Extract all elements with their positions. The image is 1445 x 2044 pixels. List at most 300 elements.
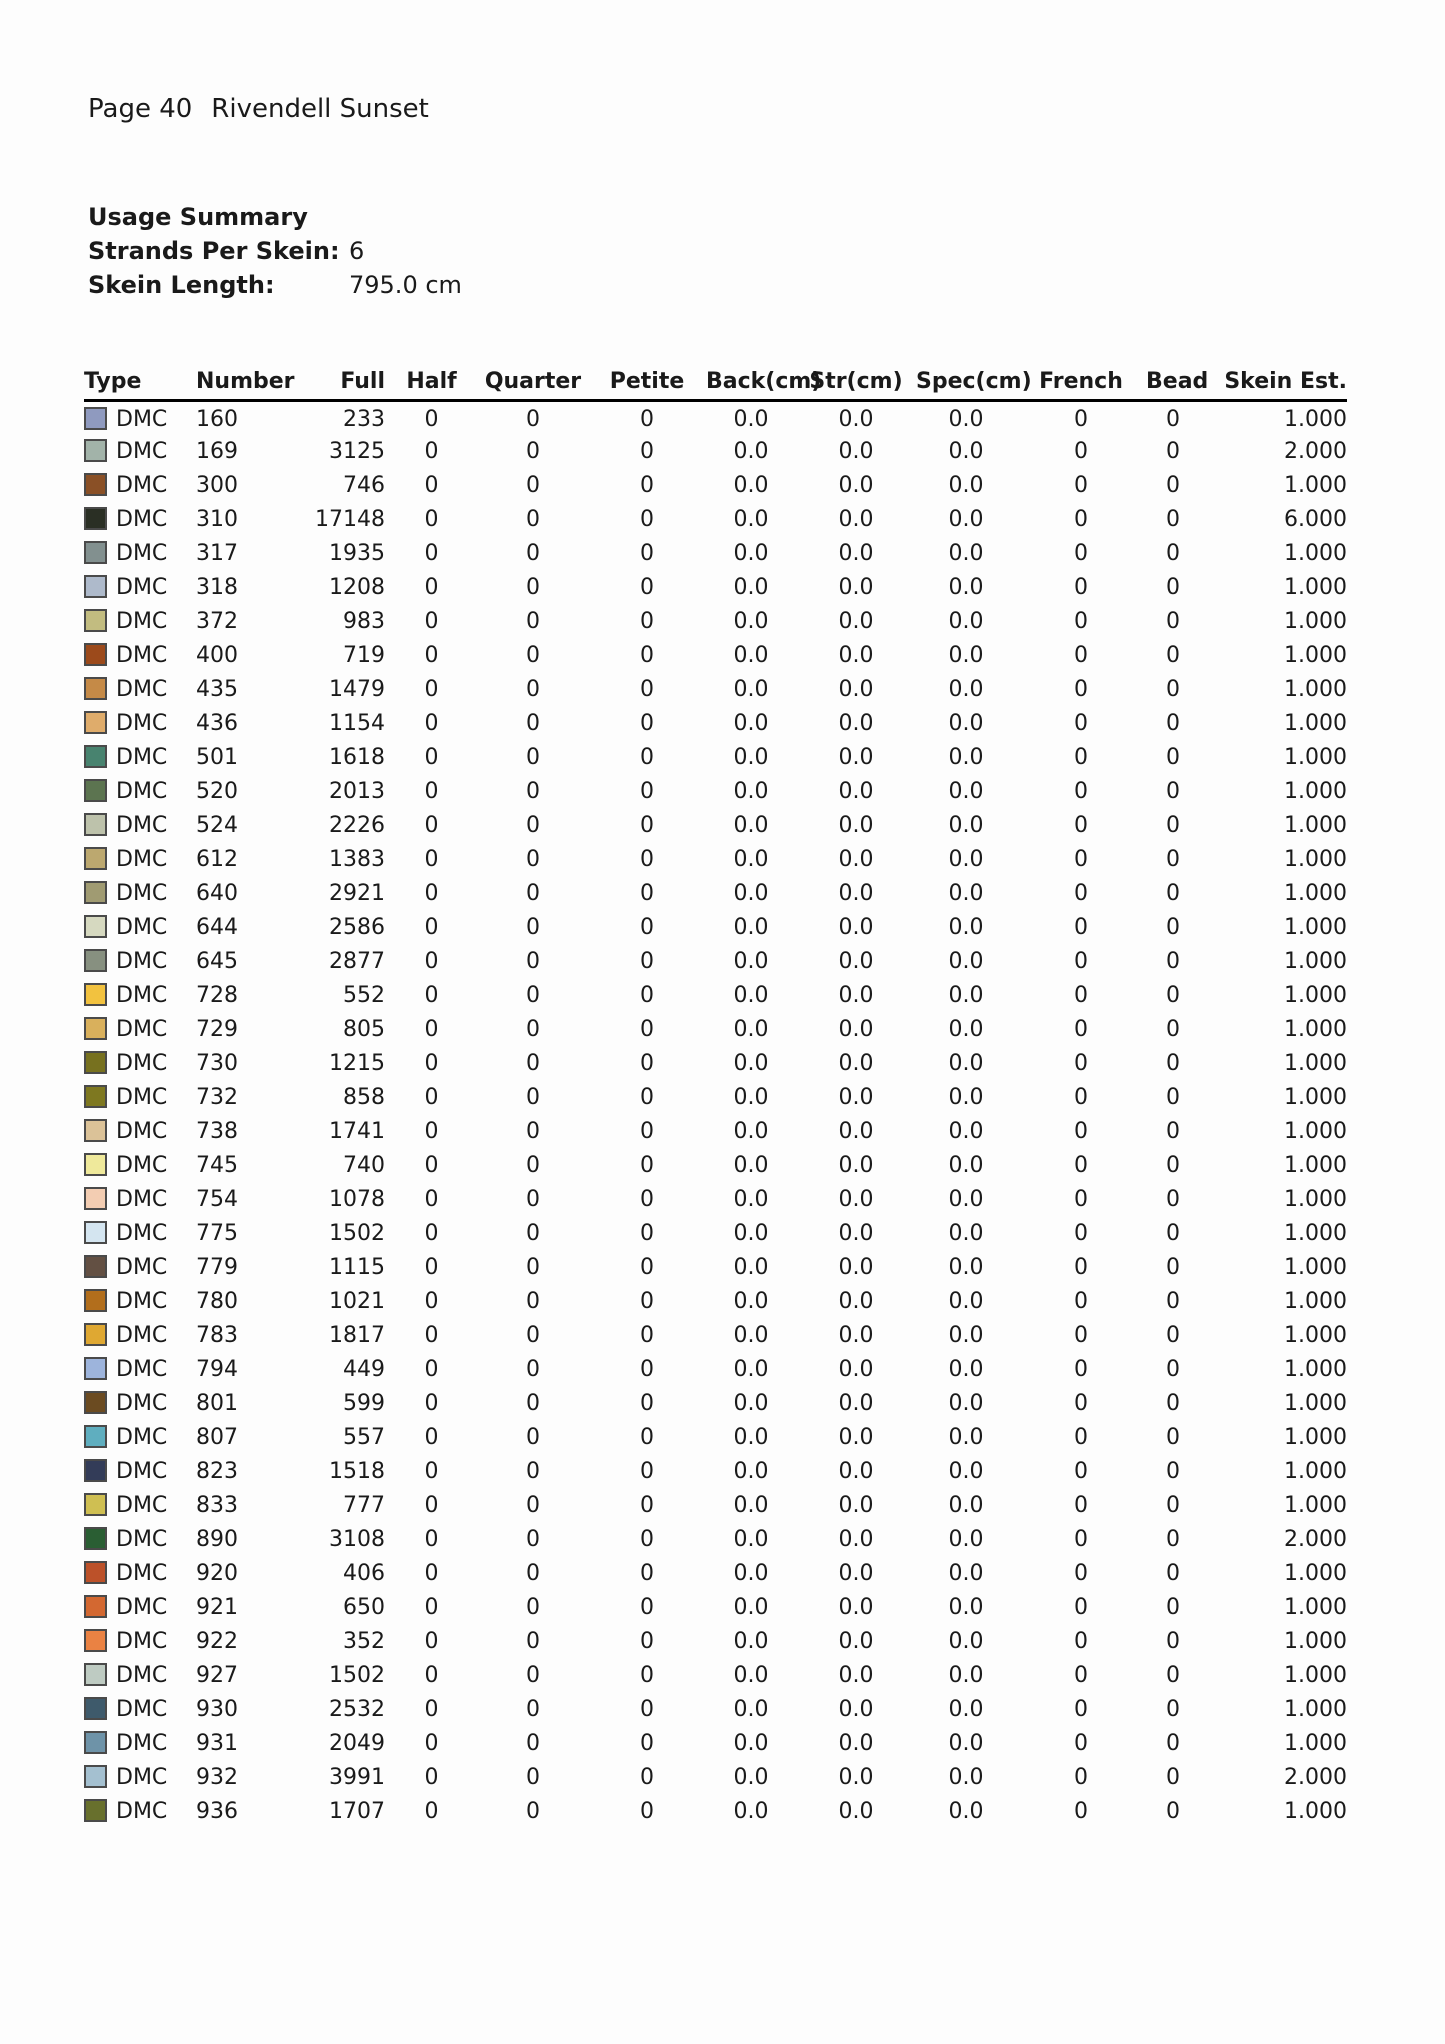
floss-type-cell [84,774,196,808]
backstitch-cm-cell: 0.0 [733,1322,769,1348]
beads-cell: 0 [1166,1458,1180,1484]
floss-number-cell: 372 [196,608,238,634]
column-header-half: Half [385,360,478,400]
floss-type-label: DMC [116,948,168,974]
beads-cell: 0 [1166,1560,1180,1586]
floss-type-label: DMC [116,407,168,433]
full-stitches-cell: 557 [343,1424,385,1450]
special-stitch-cm-cell: 0.0 [948,1152,984,1178]
floss-type-label: DMC [116,1016,168,1042]
half-stitches-cell: 0 [424,948,439,974]
skein-estimate-cell: 1.000 [1284,1798,1347,1824]
half-stitches-cell: 0 [424,914,439,940]
floss-type-label: DMC [116,1730,168,1756]
special-stitch-cm-cell: 0.0 [948,1288,984,1314]
half-stitches-cell: 0 [424,1798,439,1824]
full-stitches-cell: 740 [343,1152,385,1178]
beads-cell: 0 [1166,608,1180,634]
floss-type-label: DMC [116,880,168,906]
straight-stitch-cm-cell: 0.0 [838,1220,874,1246]
floss-number-cell: 921 [196,1594,238,1620]
backstitch-cm-cell: 0.0 [733,948,769,974]
half-stitches-cell: 0 [424,1594,439,1620]
backstitch-cm-cell: 0.0 [733,1492,769,1518]
color-swatch [84,1391,107,1414]
full-stitches-cell: 3108 [329,1526,385,1552]
color-swatch [84,1459,107,1482]
floss-type-label: DMC [116,438,168,464]
skein-estimate-cell: 1.000 [1284,1016,1347,1042]
quarter-stitches-cell: 0 [526,982,540,1008]
table-row [84,1454,1347,1488]
straight-stitch-cm-cell: 0.0 [838,710,874,736]
petite-stitches-cell: 0 [640,1798,654,1824]
floss-type-label: DMC [116,1186,168,1212]
floss-number-cell: 801 [196,1390,238,1416]
petite-stitches-cell: 0 [640,1730,654,1756]
floss-type-label: DMC [116,472,168,498]
floss-type-label: DMC [116,1526,168,1552]
backstitch-cm-cell: 0.0 [733,1764,769,1790]
floss-number-cell: 833 [196,1492,238,1518]
french-knots-cell: 0 [1074,1016,1088,1042]
special-stitch-cm-cell: 0.0 [948,1356,984,1382]
french-knots-cell: 0 [1074,1152,1088,1178]
table-row [84,1624,1347,1658]
table-row [84,1386,1347,1420]
floss-number-cell: 745 [196,1152,238,1178]
color-swatch [84,1425,107,1448]
table-row [84,910,1347,944]
quarter-stitches-cell: 0 [526,1016,540,1042]
color-swatch [84,983,107,1006]
straight-stitch-cm-cell: 0.0 [838,1186,874,1212]
table-row [84,1284,1347,1318]
quarter-stitches-cell: 0 [526,1322,540,1348]
floss-type-label: DMC [116,1220,168,1246]
half-stitches-cell: 0 [424,1662,439,1688]
strands-per-skein-value: 6 [349,237,365,265]
special-stitch-cm-cell: 0.0 [948,407,984,433]
full-stitches-cell: 406 [343,1560,385,1586]
half-stitches-cell: 0 [424,1356,439,1382]
floss-type-label: DMC [116,574,168,600]
beads-cell: 0 [1166,1118,1180,1144]
floss-number-cell: 932 [196,1764,238,1790]
french-knots-cell: 0 [1074,1526,1088,1552]
floss-number-cell: 775 [196,1220,238,1246]
table-row [84,672,1347,706]
special-stitch-cm-cell: 0.0 [948,1322,984,1348]
beads-cell: 0 [1166,812,1180,838]
special-stitch-cm-cell: 0.0 [948,1118,984,1144]
french-knots-cell: 0 [1074,1254,1088,1280]
floss-type-cell [84,1080,196,1114]
column-header-str-cm: Str(cm) [796,360,916,400]
floss-type-cell [84,910,196,944]
usage-summary-block [88,200,462,302]
french-knots-cell: 0 [1074,1356,1088,1382]
beads-cell: 0 [1166,1730,1180,1756]
floss-type-cell [84,1182,196,1216]
floss-type-cell [84,1386,196,1420]
skein-estimate-cell: 1.000 [1284,1220,1347,1246]
beads-cell: 0 [1166,1084,1180,1110]
pattern-title: Rivendell Sunset [211,94,429,124]
quarter-stitches-cell: 0 [526,1424,540,1450]
half-stitches-cell: 0 [424,506,439,532]
table-row [84,400,1347,434]
floss-number-cell: 640 [196,880,238,906]
floss-type-label: DMC [116,1764,168,1790]
full-stitches-cell: 17148 [315,506,385,532]
beads-cell: 0 [1166,1356,1180,1382]
quarter-stitches-cell: 0 [526,1152,540,1178]
quarter-stitches-cell: 0 [526,1696,540,1722]
column-header-bead: Bead [1146,360,1200,400]
backstitch-cm-cell: 0.0 [733,812,769,838]
backstitch-cm-cell: 0.0 [733,1628,769,1654]
petite-stitches-cell: 0 [640,1458,654,1484]
full-stitches-cell: 3991 [329,1764,385,1790]
petite-stitches-cell: 0 [640,407,654,433]
beads-cell: 0 [1166,642,1180,668]
half-stitches-cell: 0 [424,1254,439,1280]
special-stitch-cm-cell: 0.0 [948,710,984,736]
french-knots-cell: 0 [1074,472,1088,498]
floss-type-cell [84,468,196,502]
french-knots-cell: 0 [1074,1288,1088,1314]
table-row [84,1692,1347,1726]
petite-stitches-cell: 0 [640,1696,654,1722]
floss-number-cell: 930 [196,1696,238,1722]
skein-estimate-cell: 1.000 [1284,880,1347,906]
french-knots-cell: 0 [1074,778,1088,804]
floss-number-cell: 501 [196,744,238,770]
floss-type-label: DMC [116,778,168,804]
special-stitch-cm-cell: 0.0 [948,948,984,974]
floss-type-cell [84,604,196,638]
beads-cell: 0 [1166,1322,1180,1348]
half-stitches-cell: 0 [424,1526,439,1552]
petite-stitches-cell: 0 [640,1016,654,1042]
backstitch-cm-cell: 0.0 [733,1594,769,1620]
floss-type-label: DMC [116,1390,168,1416]
beads-cell: 0 [1166,1050,1180,1076]
beads-cell: 0 [1166,744,1180,770]
petite-stitches-cell: 0 [640,982,654,1008]
half-stitches-cell: 0 [424,407,439,433]
full-stitches-cell: 1502 [329,1220,385,1246]
floss-number-cell: 794 [196,1356,238,1382]
petite-stitches-cell: 0 [640,1628,654,1654]
special-stitch-cm-cell: 0.0 [948,846,984,872]
floss-type-cell [84,740,196,774]
floss-type-label: DMC [116,1356,168,1382]
straight-stitch-cm-cell: 0.0 [838,608,874,634]
color-swatch [84,1731,107,1754]
table-row [84,1318,1347,1352]
french-knots-cell: 0 [1074,1798,1088,1824]
color-swatch [84,847,107,870]
beads-cell: 0 [1166,1798,1180,1824]
color-swatch [84,1527,107,1550]
french-knots-cell: 0 [1074,1594,1088,1620]
full-stitches-cell: 719 [343,642,385,668]
floss-type-label: DMC [116,1798,168,1824]
skein-estimate-cell: 1.000 [1284,914,1347,940]
petite-stitches-cell: 0 [640,1186,654,1212]
quarter-stitches-cell: 0 [526,1798,540,1824]
color-swatch [84,1663,107,1686]
petite-stitches-cell: 0 [640,540,654,566]
skein-length-value: 795.0 cm [349,271,462,299]
skein-estimate-cell: 1.000 [1284,846,1347,872]
beads-cell: 0 [1166,472,1180,498]
table-row [84,978,1347,1012]
quarter-stitches-cell: 0 [526,438,540,464]
floss-type-cell [84,1658,196,1692]
half-stitches-cell: 0 [424,1084,439,1110]
floss-type-label: DMC [116,506,168,532]
skein-estimate-cell: 1.000 [1284,1628,1347,1654]
floss-type-label: DMC [116,540,168,566]
floss-type-cell [84,570,196,604]
french-knots-cell: 0 [1074,1322,1088,1348]
petite-stitches-cell: 0 [640,608,654,634]
special-stitch-cm-cell: 0.0 [948,1764,984,1790]
special-stitch-cm-cell: 0.0 [948,1050,984,1076]
beads-cell: 0 [1166,1696,1180,1722]
floss-type-cell [84,638,196,672]
table-row [84,434,1347,468]
floss-type-cell [84,672,196,706]
floss-type-cell [84,808,196,842]
straight-stitch-cm-cell: 0.0 [838,642,874,668]
floss-number-cell: 520 [196,778,238,804]
skein-estimate-cell: 1.000 [1284,1356,1347,1382]
special-stitch-cm-cell: 0.0 [948,574,984,600]
straight-stitch-cm-cell: 0.0 [838,1696,874,1722]
french-knots-cell: 0 [1074,1220,1088,1246]
floss-number-cell: 936 [196,1798,238,1824]
floss-type-cell [84,944,196,978]
petite-stitches-cell: 0 [640,1254,654,1280]
beads-cell: 0 [1166,407,1180,433]
beads-cell: 0 [1166,438,1180,464]
floss-number-cell: 318 [196,574,238,600]
quarter-stitches-cell: 0 [526,472,540,498]
table-row [84,1250,1347,1284]
petite-stitches-cell: 0 [640,1526,654,1552]
floss-type-cell [84,1046,196,1080]
skein-estimate-cell: 1.000 [1284,812,1347,838]
skein-estimate-cell: 1.000 [1284,1118,1347,1144]
color-swatch [84,1187,107,1210]
half-stitches-cell: 0 [424,778,439,804]
straight-stitch-cm-cell: 0.0 [838,982,874,1008]
special-stitch-cm-cell: 0.0 [948,540,984,566]
table-row [84,944,1347,978]
quarter-stitches-cell: 0 [526,676,540,702]
straight-stitch-cm-cell: 0.0 [838,1424,874,1450]
quarter-stitches-cell: 0 [526,506,540,532]
straight-stitch-cm-cell: 0.0 [838,1628,874,1654]
floss-type-cell [84,434,196,468]
floss-number-cell: 400 [196,642,238,668]
beads-cell: 0 [1166,1288,1180,1314]
full-stitches-cell: 1208 [329,574,385,600]
color-swatch [84,1153,107,1176]
straight-stitch-cm-cell: 0.0 [838,1764,874,1790]
floss-type-cell [84,706,196,740]
quarter-stitches-cell: 0 [526,710,540,736]
special-stitch-cm-cell: 0.0 [948,778,984,804]
straight-stitch-cm-cell: 0.0 [838,1492,874,1518]
skein-estimate-cell: 1.000 [1284,1152,1347,1178]
table-row [84,1794,1347,1828]
skein-estimate-cell: 1.000 [1284,1662,1347,1688]
petite-stitches-cell: 0 [640,1492,654,1518]
french-knots-cell: 0 [1074,1084,1088,1110]
skein-estimate-cell: 1.000 [1284,778,1347,804]
beads-cell: 0 [1166,982,1180,1008]
skein-estimate-cell: 1.000 [1284,472,1347,498]
full-stitches-cell: 2049 [329,1730,385,1756]
table-row [84,1352,1347,1386]
floss-number-cell: 436 [196,710,238,736]
special-stitch-cm-cell: 0.0 [948,914,984,940]
backstitch-cm-cell: 0.0 [733,914,769,940]
floss-number-cell: 779 [196,1254,238,1280]
french-knots-cell: 0 [1074,880,1088,906]
floss-number-cell: 783 [196,1322,238,1348]
skein-estimate-cell: 1.000 [1284,1730,1347,1756]
special-stitch-cm-cell: 0.0 [948,1492,984,1518]
special-stitch-cm-cell: 0.0 [948,812,984,838]
beads-cell: 0 [1166,1764,1180,1790]
full-stitches-cell: 1707 [329,1798,385,1824]
petite-stitches-cell: 0 [640,1560,654,1586]
half-stitches-cell: 0 [424,1730,439,1756]
floss-type-cell [84,1012,196,1046]
full-stitches-cell: 233 [343,407,385,433]
french-knots-cell: 0 [1074,1118,1088,1144]
table-row [84,1658,1347,1692]
color-swatch [84,439,107,462]
full-stitches-cell: 449 [343,1356,385,1382]
french-knots-cell: 0 [1074,1696,1088,1722]
straight-stitch-cm-cell: 0.0 [838,914,874,940]
table-body [84,400,1347,1828]
table-row [84,842,1347,876]
color-swatch [84,1697,107,1720]
skein-estimate-cell: 1.000 [1284,407,1347,433]
floss-number-cell: 738 [196,1118,238,1144]
table-row [84,1420,1347,1454]
beads-cell: 0 [1166,1594,1180,1620]
special-stitch-cm-cell: 0.0 [948,1730,984,1756]
straight-stitch-cm-cell: 0.0 [838,1458,874,1484]
half-stitches-cell: 0 [424,846,439,872]
color-swatch [84,949,107,972]
backstitch-cm-cell: 0.0 [733,407,769,433]
color-swatch [84,677,107,700]
straight-stitch-cm-cell: 0.0 [838,1390,874,1416]
special-stitch-cm-cell: 0.0 [948,1254,984,1280]
column-header-back-cm: Back(cm) [706,360,796,400]
full-stitches-cell: 352 [343,1628,385,1654]
column-header-skein-est: Skein Est. [1200,360,1347,400]
quarter-stitches-cell: 0 [526,812,540,838]
special-stitch-cm-cell: 0.0 [948,1390,984,1416]
floss-number-cell: 920 [196,1560,238,1586]
floss-usage-table [84,360,1347,1828]
beads-cell: 0 [1166,1220,1180,1246]
backstitch-cm-cell: 0.0 [733,438,769,464]
color-swatch [84,1799,107,1822]
french-knots-cell: 0 [1074,1424,1088,1450]
petite-stitches-cell: 0 [640,1322,654,1348]
table-row [84,1556,1347,1590]
straight-stitch-cm-cell: 0.0 [838,472,874,498]
floss-number-cell: 890 [196,1526,238,1552]
color-swatch [84,1323,107,1346]
french-knots-cell: 0 [1074,676,1088,702]
french-knots-cell: 0 [1074,744,1088,770]
straight-stitch-cm-cell: 0.0 [838,744,874,770]
skein-estimate-cell: 1.000 [1284,1288,1347,1314]
half-stitches-cell: 0 [424,1016,439,1042]
column-header-full: Full [282,360,385,400]
french-knots-cell: 0 [1074,1390,1088,1416]
color-swatch [84,1051,107,1074]
beads-cell: 0 [1166,1254,1180,1280]
quarter-stitches-cell: 0 [526,1118,540,1144]
quarter-stitches-cell: 0 [526,1050,540,1076]
color-swatch [84,745,107,768]
floss-type-label: DMC [116,1424,168,1450]
half-stitches-cell: 0 [424,1322,439,1348]
full-stitches-cell: 2586 [329,914,385,940]
beads-cell: 0 [1166,1526,1180,1552]
backstitch-cm-cell: 0.0 [733,608,769,634]
quarter-stitches-cell: 0 [526,540,540,566]
full-stitches-cell: 552 [343,982,385,1008]
special-stitch-cm-cell: 0.0 [948,1798,984,1824]
floss-type-cell [84,1216,196,1250]
color-swatch [84,1595,107,1618]
color-swatch [84,541,107,564]
column-header-number: Number [196,360,282,400]
full-stitches-cell: 983 [343,608,385,634]
half-stitches-cell: 0 [424,642,439,668]
floss-type-label: DMC [116,1628,168,1654]
half-stitches-cell: 0 [424,1050,439,1076]
half-stitches-cell: 0 [424,1764,439,1790]
backstitch-cm-cell: 0.0 [733,1220,769,1246]
color-swatch [84,915,107,938]
straight-stitch-cm-cell: 0.0 [838,1798,874,1824]
floss-type-cell [84,1624,196,1658]
backstitch-cm-cell: 0.0 [733,1016,769,1042]
column-header-quarter: Quarter [478,360,588,400]
skein-estimate-cell: 2.000 [1284,1526,1347,1552]
petite-stitches-cell: 0 [640,1288,654,1314]
backstitch-cm-cell: 0.0 [733,1152,769,1178]
floss-type-label: DMC [116,1152,168,1178]
floss-type-cell [84,1488,196,1522]
